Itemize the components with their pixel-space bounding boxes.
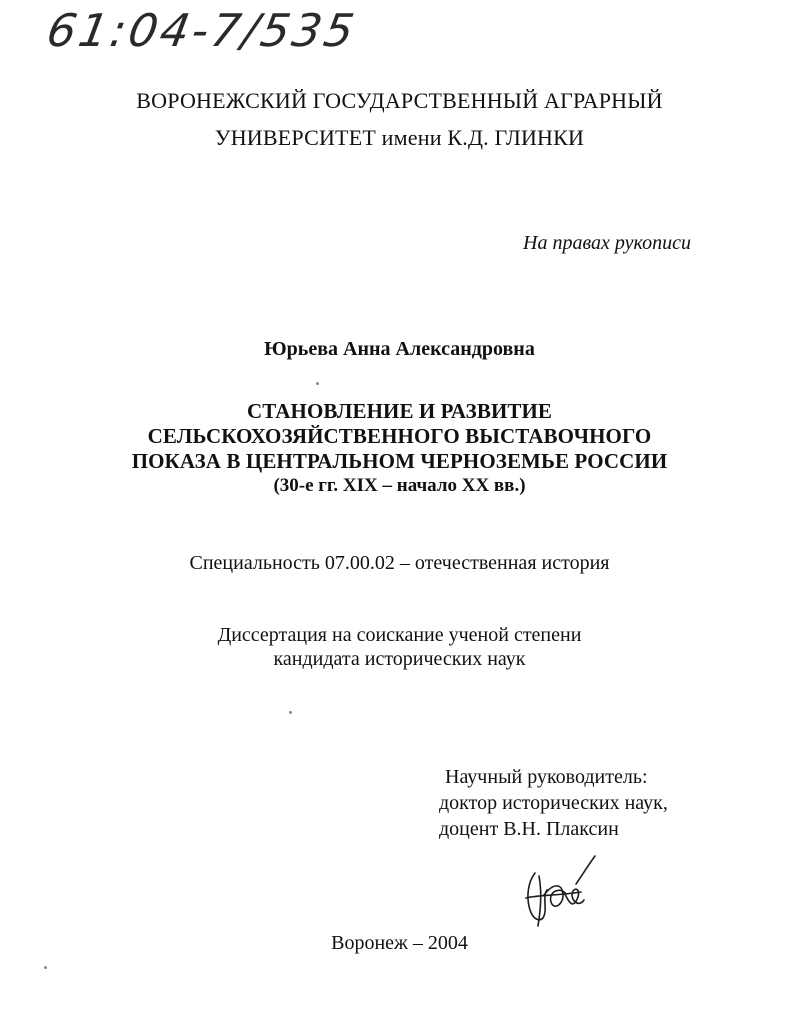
manuscript-rights-note: На правах рукописи xyxy=(523,232,691,254)
handwritten-signature xyxy=(518,852,602,934)
university-name-line-1: ВОРОНЕЖСКИЙ ГОСУДАРСТВЕННЫЙ АГРАРНЫЙ xyxy=(136,88,663,113)
dissertation-title-line-2: СЕЛЬСКОХОЗЯЙСТВЕННОГО ВЫСТАВОЧНОГО xyxy=(147,424,652,448)
advisor-degree: доктор исторических наук, xyxy=(439,792,668,814)
degree-line-2: кандидата исторических наук xyxy=(273,648,526,670)
archive-number: 61:04-7/535 xyxy=(42,4,361,57)
paper-speck xyxy=(44,966,47,969)
advisor-role: Научный руководитель: xyxy=(445,766,648,788)
paper-speck xyxy=(316,382,319,385)
paper-speck xyxy=(289,711,292,714)
author-name: Юрьева Анна Александровна xyxy=(264,338,535,360)
dissertation-title-line-1: СТАНОВЛЕНИЕ И РАЗВИТИЕ xyxy=(246,399,553,423)
place-and-year: Воронеж – 2004 xyxy=(331,932,468,954)
dissertation-title-line-3: ПОКАЗА В ЦЕНТРАЛЬНОМ ЧЕРНОЗЕМЬЕ РОССИИ xyxy=(131,449,668,473)
advisor-block xyxy=(439,764,769,842)
specialty: Специальность 07.00.02 – отечественная история xyxy=(189,552,610,574)
advisor-name: доцент В.Н. Плаксин xyxy=(439,818,619,840)
dissertation-period: (30-е гг. XIX – начало XX вв.) xyxy=(273,475,526,496)
degree-line-1: Диссертация на соискание ученой степени xyxy=(217,624,582,646)
university-name-line-2: УНИВЕРСИТЕТ имени К.Д. ГЛИНКИ xyxy=(214,125,585,150)
